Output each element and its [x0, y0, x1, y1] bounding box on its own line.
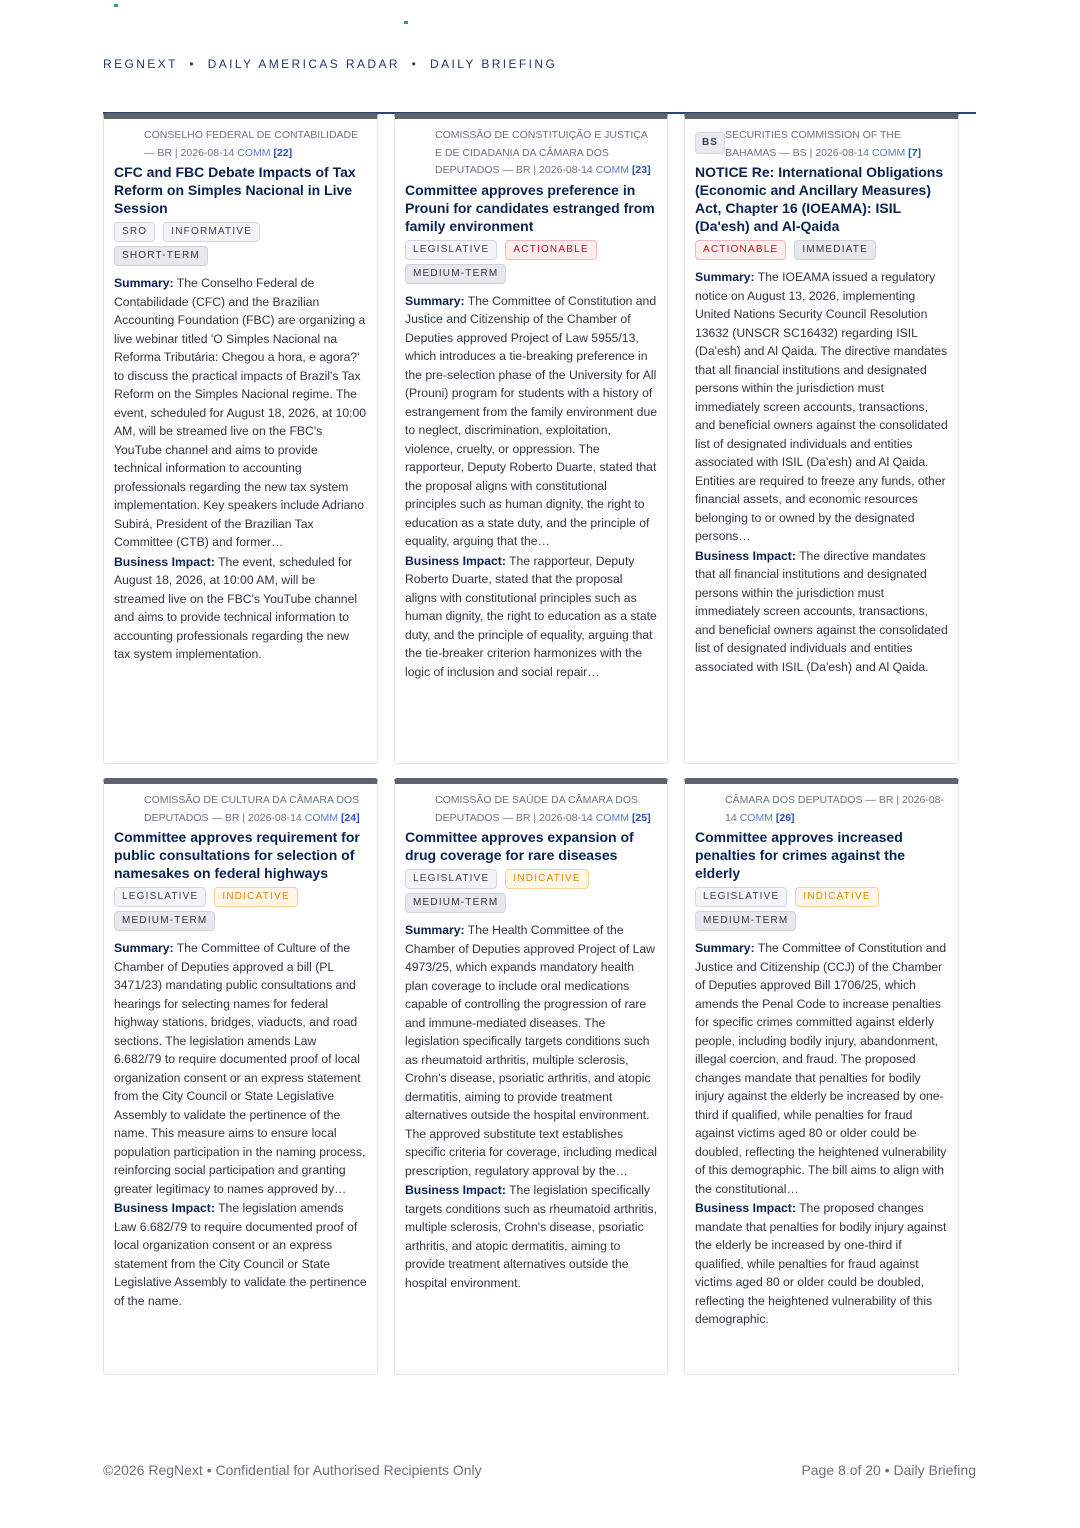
- tag-badge: LEGISLATIVE: [114, 887, 206, 907]
- briefing-card: [103, 778, 378, 1375]
- summary-text: The Committee of Culture of the Chamber of Deputies approved a bill (PL 3471/23) mandating public consultations and hearings for selecting names for federal highway stations, bridges, viaducts, and road sections. The legislation amends Law 6.682/79 to require documented proof of local organization consent or an express statement from the City Council or State Legislative Assembly to validate the pertinence of the name. This measure aims to ensure local population participation in the naming process, reinforcing social participation and granting greater legitimacy to names approved by…: [114, 941, 366, 1196]
- source-label: COMISSÃO DE CONSTITUIÇÃO E JUSTIÇA E DE CIDADANIA DA CÂMARA DOS DEPUTADOS — BR | 2026-08-14: [435, 129, 648, 176]
- header-separator: •: [189, 57, 196, 71]
- impact-text: The proposed changes mandate that penalties for bodily injury against the elderly be increased by one-third if qualified, while penalties for fraud against victims aged 80 or older could be doubled, reflecting the heightened vulnerability of this demographic.: [695, 1201, 947, 1326]
- document-label: DAILY BRIEFING: [430, 57, 558, 71]
- summary-text: The Health Committee of the Chamber of Deputies approved Project of Law 4973/25, which expands mandatory health plan coverage to include oral medications capable of controlling the progression of rare and immune-mediated diseases. The legislation specifically targets conditions such as rheumatoid arthritis, multiple sclerosis, Crohn's disease, psoriatic arthritis, and atopic dermatitis, aiming to provide treatment alternatives outside the hospital environment. The approved substitute text establishes specific criteria for coverage, including medical prescription, regulatory approval by the…: [405, 923, 657, 1178]
- comm-label: COMM: [739, 811, 773, 824]
- impact-text: The rapporteur, Deputy Roberto Duarte, stated that the proposal aligns with constitutional principles such as human dignity, the right to education as a state duty, and the principle of equality, arguing that the tie-breaker criterion harmonizes with the logic of inclusion and social repair…: [405, 553, 657, 679]
- reference-link[interactable]: [22]: [273, 146, 293, 159]
- summary-text: The Committee of Constitution and Justice and Citizenship (CCJ) of the Chamber of Deputies approved Bill 1706/25, which amends the Penal Code to increase penalties for specific crimes committed against elderly people, including bodily injury, abandonment, illegal coercion, and fraud. The proposed changes mandate that penalties for bodily injury against the elderly be increased by one-third if qualified, while penalties for fraud against victims aged 80 or older could be doubled, reflecting the heightened vulnerability of this demographic. The bill aims to align with the constitutional…: [695, 941, 947, 1196]
- summary-paragraph: [114, 939, 367, 1198]
- summary-paragraph: [405, 921, 657, 1180]
- tag-badge: SHORT-TERM: [114, 246, 208, 266]
- tag-badge: LEGISLATIVE: [695, 887, 787, 907]
- tag-badge: MEDIUM-TERM: [405, 893, 506, 913]
- tag-badge: INFORMATIVE: [163, 222, 260, 242]
- reference-link[interactable]: [7]: [908, 146, 921, 159]
- card-title[interactable]: Committee approves preference in Prouni for candidates estranged from family environment: [405, 181, 655, 234]
- tag-badge: MEDIUM-TERM: [114, 911, 215, 931]
- page-header: [103, 57, 557, 71]
- impact-paragraph: [114, 1199, 367, 1310]
- impact-label: Business Impact:: [695, 548, 796, 563]
- briefing-card: [684, 778, 959, 1375]
- reference-link[interactable]: [23]: [631, 164, 651, 176]
- impact-text: The legislation specifically targets conditions such as rheumatoid arthritis, multiple sclerosis, Crohn's disease, psoriatic arthritis, and atopic dermatitis, aiming to provide treatment alternatives outside the hospital environment.: [405, 1183, 657, 1290]
- tag-badge: IMMEDIATE: [794, 240, 876, 260]
- product-label: DAILY AMERICAS RADAR: [207, 57, 400, 71]
- summary-text: The IOEAMA issued a regulatory notice on August 13, 2026, implementing United Nations Security Council Resolution 13632 (UNSCR SC16432) regarding ISIL (Da'esh) and Al Qaida. The directive mandates that all financial institutions and designated persons within the jurisdiction must immediately screen accounts, transactions, and beneficial owners against the consolidated list of designated individuals and entities associated with ISIL (Da'esh) and Al Qaida. Entities are required to freeze any funds, other financial assets, and economic resources belonging to or owned by the designated persons…: [695, 270, 948, 543]
- impact-paragraph: [114, 553, 367, 664]
- card-title[interactable]: Committee approves increased penalties for crimes against the elderly: [695, 829, 906, 881]
- footer-copyright: ©2026 RegNext • Confidential for Authorised Recipients Only: [103, 1462, 482, 1478]
- tag-badge: LEGISLATIVE: [405, 869, 497, 889]
- impact-paragraph: [405, 1181, 657, 1292]
- card-meta: [114, 792, 367, 827]
- source-label: COMISSÃO DE SAÚDE DA CÂMARA DOS DEPUTADOS — BR | 2026-08-14: [435, 794, 639, 824]
- impact-label: Business Impact:: [114, 1201, 215, 1215]
- impact-paragraph: [405, 552, 657, 682]
- tag-badge: SRO: [114, 222, 155, 242]
- jurisdiction-badge: BS: [695, 132, 725, 154]
- page-speck: [404, 21, 408, 24]
- tag-badge: ACTIONABLE: [695, 240, 786, 260]
- tag-list: [405, 240, 657, 288]
- impact-paragraph: [695, 1199, 948, 1329]
- source-label: SECURITIES COMMISSION OF THE BAHAMAS — BS | 2026-08-14: [725, 129, 901, 159]
- tag-badge: ACTIONABLE: [505, 240, 596, 260]
- summary-label: Summary:: [695, 270, 755, 284]
- briefing-card: [103, 113, 378, 764]
- card-meta: [114, 127, 367, 162]
- summary-label: Summary:: [695, 941, 755, 955]
- summary-text: The Committee of Constitution and Justice and Citizenship of the Chamber of Deputies approved Project of Law 5955/13, which introduces a tie-breaking preference in the pre-selection phase of the University for All (Prouni) program for students with a history of estrangement from the family environment due to neglect, discrimination, exploitation, violence, cruelty, or oppression. The rapporteur, Deputy Roberto Duarte, stated that the proposal aligns with constitutional principles such as human dignity, the right to education as a state duty, and the principle of equality, arguing that the…: [405, 293, 657, 548]
- summary-label: Summary:: [405, 293, 465, 308]
- summary-paragraph: [695, 268, 948, 546]
- comm-label: COMM: [237, 146, 271, 159]
- briefing-card: [684, 113, 959, 764]
- footer-page-info: Page 8 of 20 • Daily Briefing: [801, 1462, 976, 1478]
- tag-list: [405, 869, 657, 917]
- comm-label: COMM: [595, 811, 630, 824]
- tag-list: [114, 887, 367, 935]
- impact-text: The event, scheduled for August 18, 2026, at 10:00 AM, will be streamed live on the FBC's YouTube channel and aims to provide technical information to accounting professionals regarding the new tax system implementation.: [114, 554, 358, 661]
- source-label: COMISSÃO DE CULTURA DA CÂMARA DOS DEPUTADOS — BR | 2026-08-14: [144, 794, 360, 824]
- card-meta: [695, 127, 948, 162]
- tag-badge: MEDIUM-TERM: [405, 264, 506, 284]
- card-title[interactable]: Committee approves expansion of drug coverage for rare diseases: [405, 829, 634, 863]
- card-title[interactable]: NOTICE Re: International Obligations (Economic and Ancillary Measures) Act, Chapter 16 (IOEAMA): ISIL (Da'esh) and Al-Qaida: [695, 164, 944, 234]
- impact-text: The directive mandates that all financial institutions and designated persons within the jurisdiction must immediately screen accounts, transactions, and beneficial owners against the consolidated list of designated individuals and entities associated with ISIL (Da'esh) and Al Qaida.: [695, 548, 948, 674]
- tag-badge: MEDIUM-TERM: [695, 911, 796, 931]
- summary-label: Summary:: [114, 941, 174, 955]
- tag-list: [695, 887, 948, 935]
- summary-paragraph: [114, 274, 367, 552]
- card-meta: [695, 792, 948, 827]
- briefing-card: [394, 778, 668, 1375]
- summary-paragraph: [405, 292, 657, 551]
- summary-text: The Conselho Federal de Contabilidade (CFC) and the Brazilian Accounting Foundation (FBC) are organizing a live webinar titled 'O Simples Nacional na Reforma Tributária: Chegou a hora, e agora?' to discuss the practical impacts of Brazil's Tax Reform on the Simples Nacional regime. The event, scheduled for August 18, 2026, at 10:00 AM, will be streamed live on the FBC's YouTube channel and aims to provide technical information to accounting professionals regarding the new tax system implementation. Key speakers include Adriano Subirá, President of the Brazilian Tax Committee (CTB) and former…: [114, 276, 367, 549]
- source-label: CONSELHO FEDERAL DE CONTABILIDADE — BR | 2026-08-14: [144, 129, 359, 159]
- comm-label: COMM: [871, 146, 906, 159]
- reference-link[interactable]: [26]: [775, 811, 795, 824]
- impact-label: Business Impact:: [114, 554, 215, 569]
- header-separator: •: [411, 57, 419, 71]
- comm-label: COMM: [595, 164, 630, 176]
- impact-label: Business Impact:: [695, 1201, 796, 1215]
- tag-badge: LEGISLATIVE: [405, 240, 497, 260]
- tag-badge: INDICATIVE: [214, 887, 297, 907]
- impact-label: Business Impact:: [405, 553, 506, 568]
- tag-badge: INDICATIVE: [795, 887, 878, 907]
- comm-label: COMM: [304, 811, 339, 824]
- card-meta: [405, 127, 657, 180]
- reference-link[interactable]: [24]: [340, 811, 360, 824]
- summary-label: Summary:: [405, 923, 465, 937]
- impact-text: The legislation amends Law 6.682/79 to require documented proof of local organization consent or an express statement from the City Council or State Legislative Assembly to validate the pertinence of the name.: [114, 1201, 367, 1308]
- card-meta: [405, 792, 657, 827]
- summary-paragraph: [695, 939, 948, 1198]
- tag-badge: INDICATIVE: [505, 869, 588, 889]
- summary-label: Summary:: [114, 276, 174, 290]
- impact-label: Business Impact:: [405, 1183, 506, 1197]
- reference-link[interactable]: [25]: [631, 811, 651, 824]
- source-label: CÂMARA DOS DEPUTADOS — BR | 2026-08-14: [725, 794, 945, 824]
- card-title[interactable]: Committee approves requirement for public consultations for selection of namesakes on federal highways: [114, 829, 360, 881]
- card-title[interactable]: CFC and FBC Debate Impacts of Tax Reform on Simples Nacional in Live Session: [114, 164, 356, 216]
- briefing-card: [394, 113, 668, 764]
- page-speck: [114, 4, 118, 7]
- brand-label: REGNEXT: [103, 57, 178, 71]
- tag-list: [114, 222, 367, 270]
- impact-paragraph: [695, 547, 948, 677]
- tag-list: [695, 240, 948, 264]
